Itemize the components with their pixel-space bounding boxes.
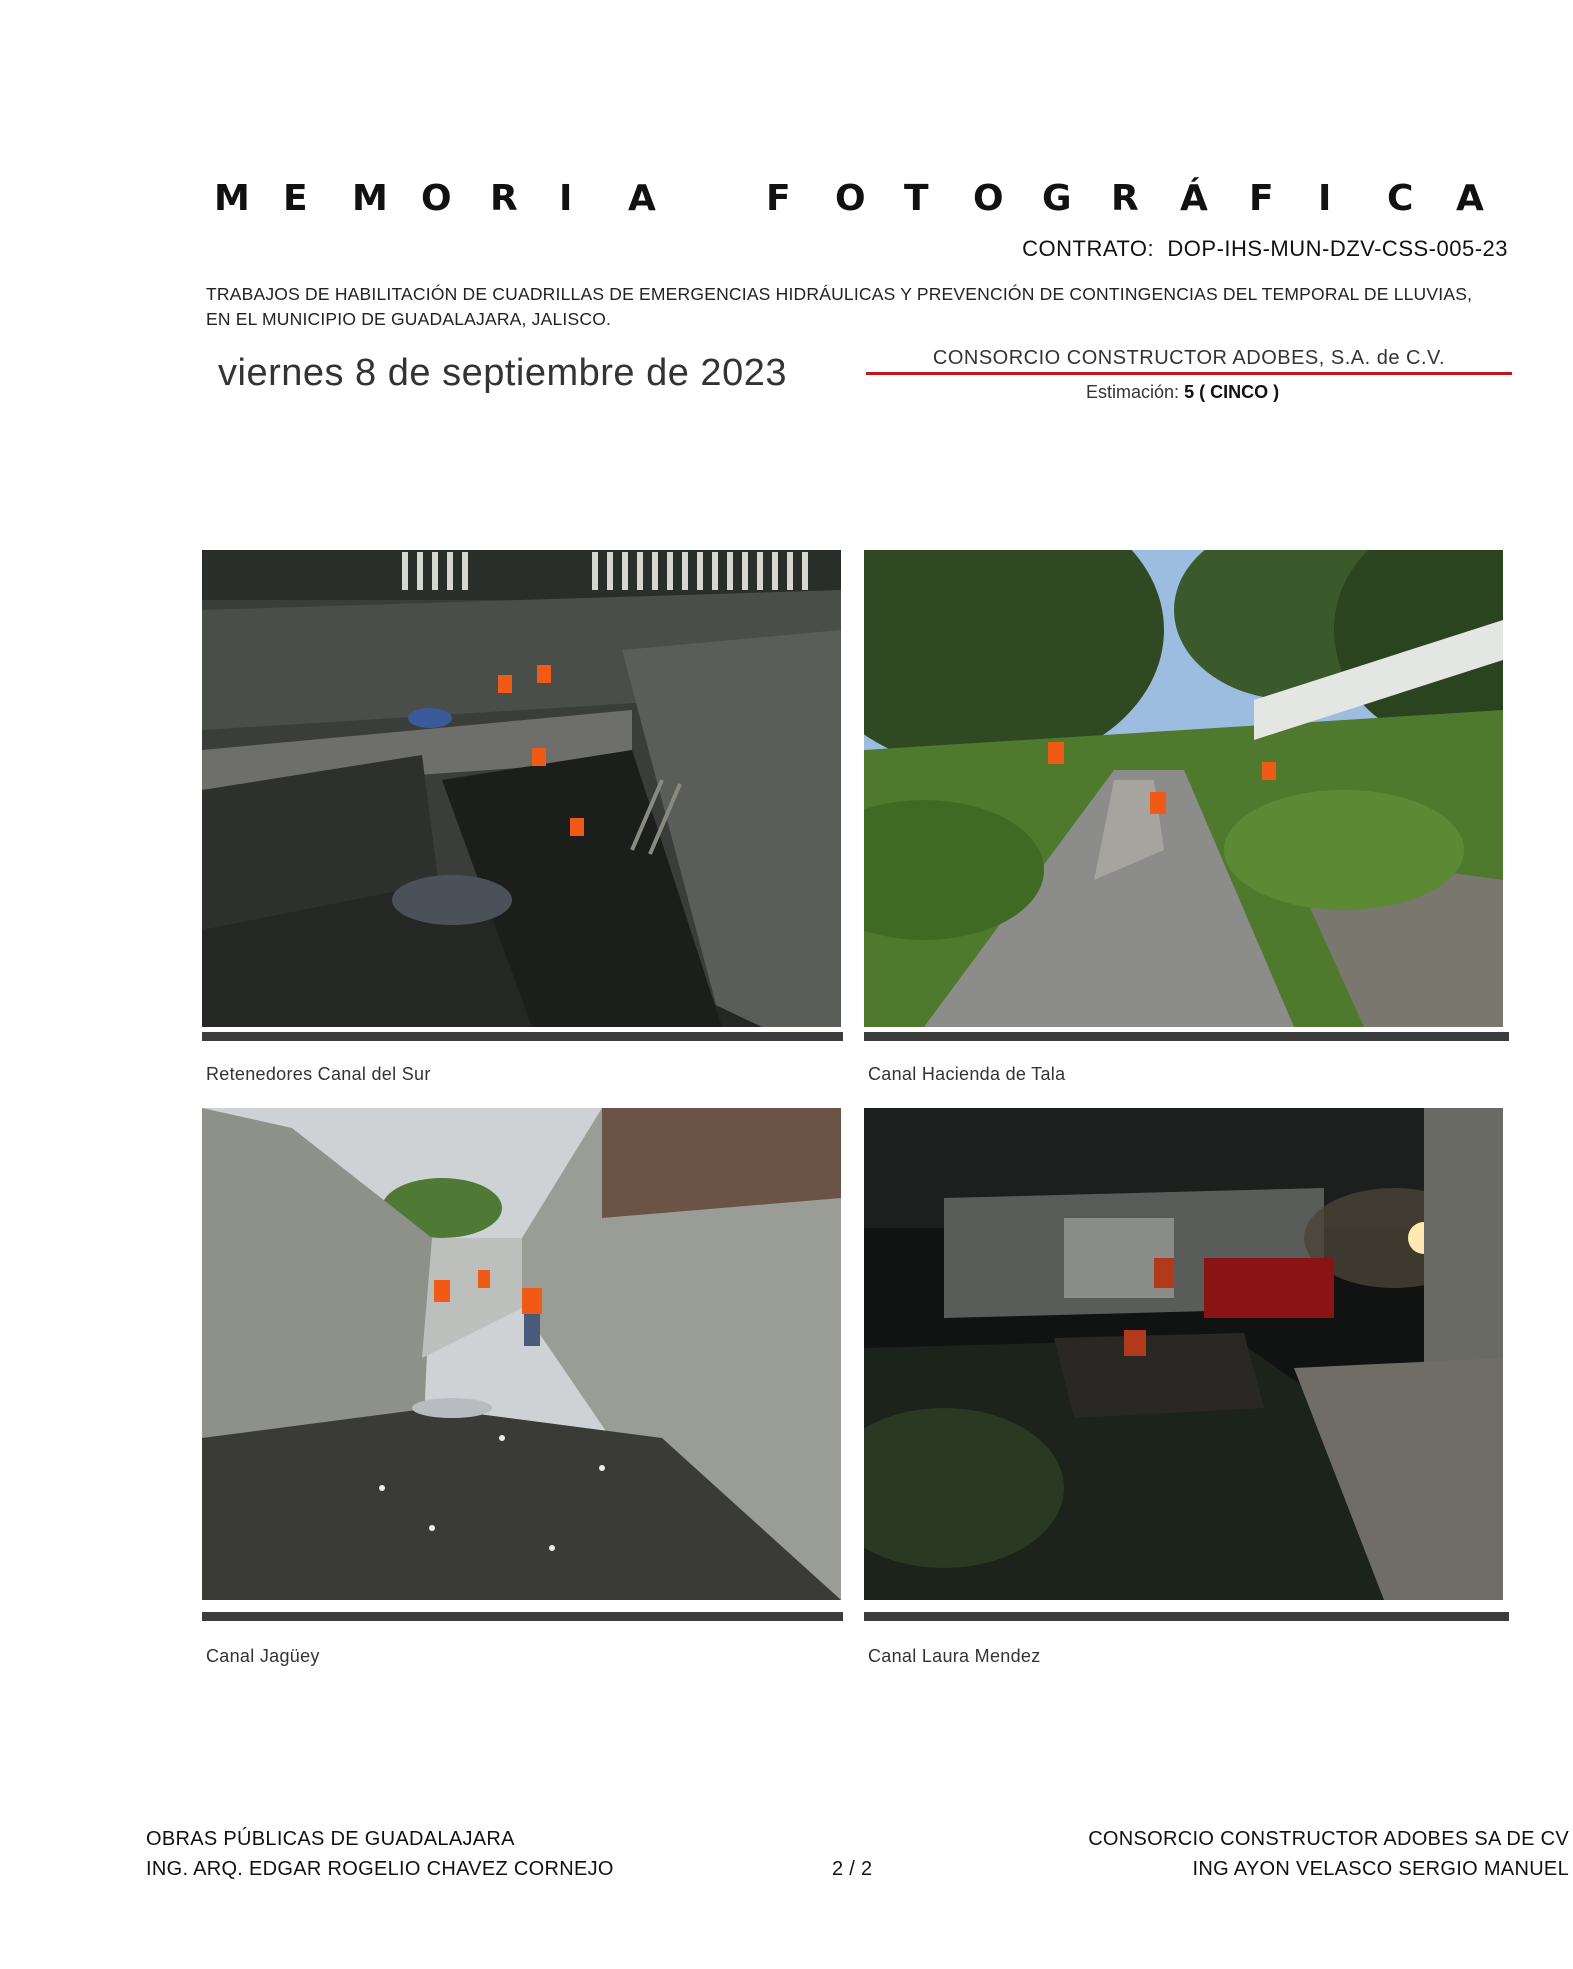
footer-right-name: ING AYON VELASCO SERGIO MANUEL xyxy=(1192,1858,1569,1880)
contract-line xyxy=(1022,236,1508,262)
photo-canal-jaguey xyxy=(202,1108,841,1600)
title-letter: Á xyxy=(1180,178,1208,219)
title-letter: C xyxy=(1387,178,1414,219)
footer-right-org: CONSORCIO CONSTRUCTOR ADOBES SA DE CV xyxy=(1088,1828,1569,1850)
photo-laura-mendez xyxy=(864,1108,1503,1600)
photo-caption: Retenedores Canal del Sur xyxy=(206,1064,431,1084)
company-name: CONSORCIO CONSTRUCTOR ADOBES, S.A. de C.V. xyxy=(932,347,1446,369)
caption-bar xyxy=(202,1612,843,1621)
caption-bar xyxy=(864,1032,1509,1041)
report-date: viernes 8 de septiembre de 2023 xyxy=(218,352,787,394)
footer-left-org: OBRAS PÚBLICAS DE GUADALAJARA xyxy=(146,1828,515,1850)
company-rule-divider xyxy=(866,372,1512,375)
title-letter: A xyxy=(628,178,656,219)
title-letter: T xyxy=(904,178,929,219)
contract-label: CONTRATO: xyxy=(1022,236,1155,261)
page-title xyxy=(214,178,1514,228)
work-description xyxy=(206,282,1506,332)
caption-bar xyxy=(864,1612,1509,1621)
estimation-label: Estimación: xyxy=(1086,382,1180,402)
page-number: 2 / 2 xyxy=(832,1858,873,1880)
title-letter: O xyxy=(835,178,866,219)
title-letter: R xyxy=(490,178,518,219)
title-letter: O xyxy=(973,178,1004,219)
contract-number: DOP-IHS-MUN-DZV-CSS-005-23 xyxy=(1167,236,1508,261)
photo-caption: Canal Laura Mendez xyxy=(868,1646,1041,1666)
caption-bar xyxy=(202,1032,843,1041)
footer-left-signature xyxy=(146,1824,614,1884)
title-letter: I xyxy=(559,178,573,219)
estimation-value: 5 ( CINCO ) xyxy=(1184,382,1280,402)
photo-canal-del-sur xyxy=(202,550,841,1027)
title-letter: F xyxy=(766,178,791,219)
title-letter: R xyxy=(1111,178,1139,219)
description-line-1: TRABAJOS DE HABILITACIÓN DE CUADRILLAS DE EMERGENCIAS HIDRÁULICAS Y PREVENCIÓN DE CONTINGENCIAS DEL TEMPORAL DE LLUVIAS, xyxy=(206,284,1473,304)
footer-right-signature xyxy=(1088,1824,1569,1884)
photo-caption: Canal Jagüey xyxy=(206,1646,320,1666)
title-letter: A xyxy=(1456,178,1484,219)
footer-left-name: ING. ARQ. EDGAR ROGELIO CHAVEZ CORNEJO xyxy=(146,1858,614,1880)
title-letter: G xyxy=(1042,178,1072,219)
title-letter: O xyxy=(421,178,452,219)
title-letter: E xyxy=(283,178,308,219)
title-letter: F xyxy=(1249,178,1274,219)
title-letter: M xyxy=(352,178,388,219)
photo-caption: Canal Hacienda de Tala xyxy=(868,1064,1066,1084)
description-line-2: EN EL MUNICIPIO DE GUADALAJARA, JALISCO. xyxy=(206,309,612,329)
photo-hacienda-de-tala xyxy=(864,550,1503,1027)
estimation-line xyxy=(1086,382,1279,403)
title-letter: M xyxy=(214,178,250,219)
title-letter: I xyxy=(1318,178,1332,219)
